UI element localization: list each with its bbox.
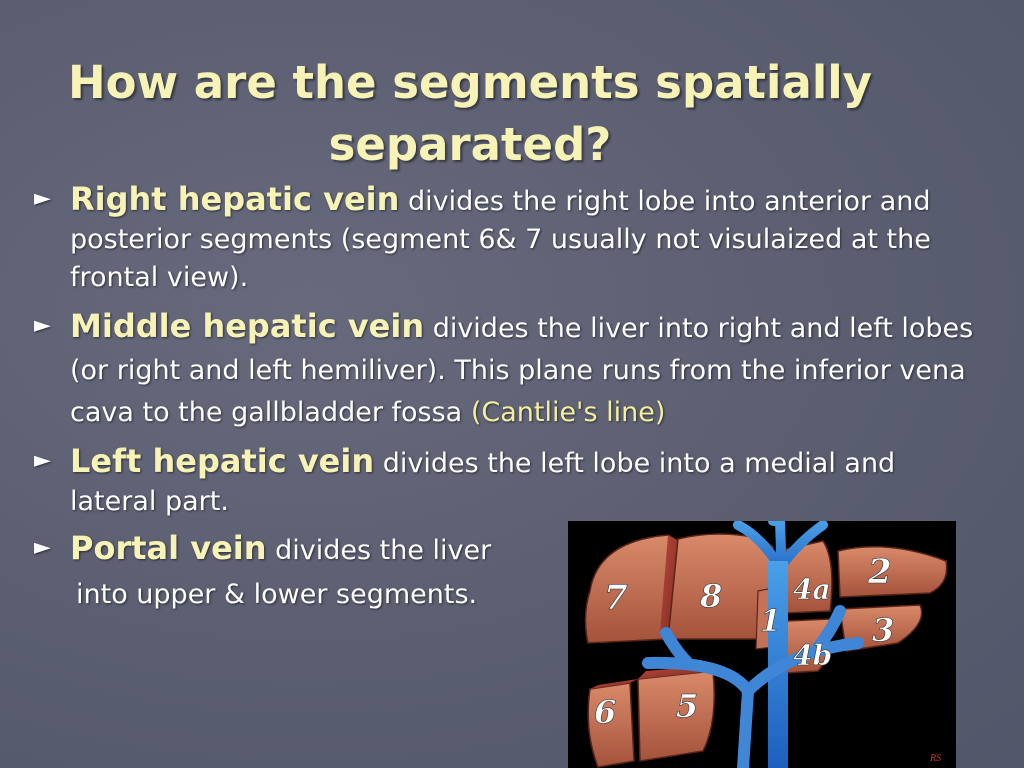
cantlie-line-highlight: (Cantlie's line) bbox=[470, 397, 666, 428]
segment-label-2: 2 bbox=[868, 552, 892, 592]
segment-label-4b: 4b bbox=[793, 639, 833, 672]
bullet-arrow-icon: ► bbox=[34, 535, 51, 560]
title-line-2: separated? bbox=[328, 118, 612, 171]
title-line-1: How are the segments spatially bbox=[67, 56, 873, 109]
segment-label-1: 1 bbox=[760, 604, 781, 639]
bullet-middle-hepatic-vein bbox=[30, 305, 980, 434]
bullet-left-hepatic-vein bbox=[30, 442, 980, 521]
segment-label-3: 3 bbox=[872, 611, 895, 649]
bullet-arrow-icon: ► bbox=[34, 313, 51, 338]
bullet-lead: Middle hepatic vein bbox=[70, 307, 425, 345]
liver-diagram bbox=[568, 521, 956, 768]
segment-label-8: 8 bbox=[700, 577, 723, 615]
bullet-lead: Right hepatic vein bbox=[70, 180, 400, 218]
bullet-text: divides the left lobe into a medial and lateral part. bbox=[70, 448, 896, 517]
bullet-lead: Left hepatic vein bbox=[70, 442, 375, 480]
segment-label-5: 5 bbox=[676, 687, 699, 725]
segment-label-4a: 4a bbox=[793, 573, 831, 606]
segment-2 bbox=[838, 547, 947, 597]
bullet-portal-vein bbox=[30, 529, 570, 614]
bullet-text-continuation: into upper & lower segments. bbox=[76, 579, 478, 610]
bullet-arrow-icon: ► bbox=[34, 448, 51, 473]
slide-title bbox=[40, 52, 900, 176]
bullet-text: divides the right lobe into anterior and posterior segments (segment 6& 7 usually not visulaized at the frontal view). bbox=[70, 186, 931, 293]
bullet-lead: Portal vein bbox=[70, 529, 267, 567]
bullet-right-hepatic-vein bbox=[30, 180, 980, 297]
segment-label-6: 6 bbox=[594, 693, 617, 731]
bullet-text: divides the liver bbox=[266, 535, 492, 566]
figure-signature: RS bbox=[930, 753, 942, 764]
bullet-text: divides the liver into right and left lobes (or right and left hemiliver). This plane runs from the inferior vena cava to the gallbladder fossa bbox=[70, 313, 974, 428]
segment-label-7: 7 bbox=[604, 578, 628, 618]
liver-segments-illustration bbox=[568, 521, 956, 768]
bullet-arrow-icon: ► bbox=[34, 186, 51, 211]
